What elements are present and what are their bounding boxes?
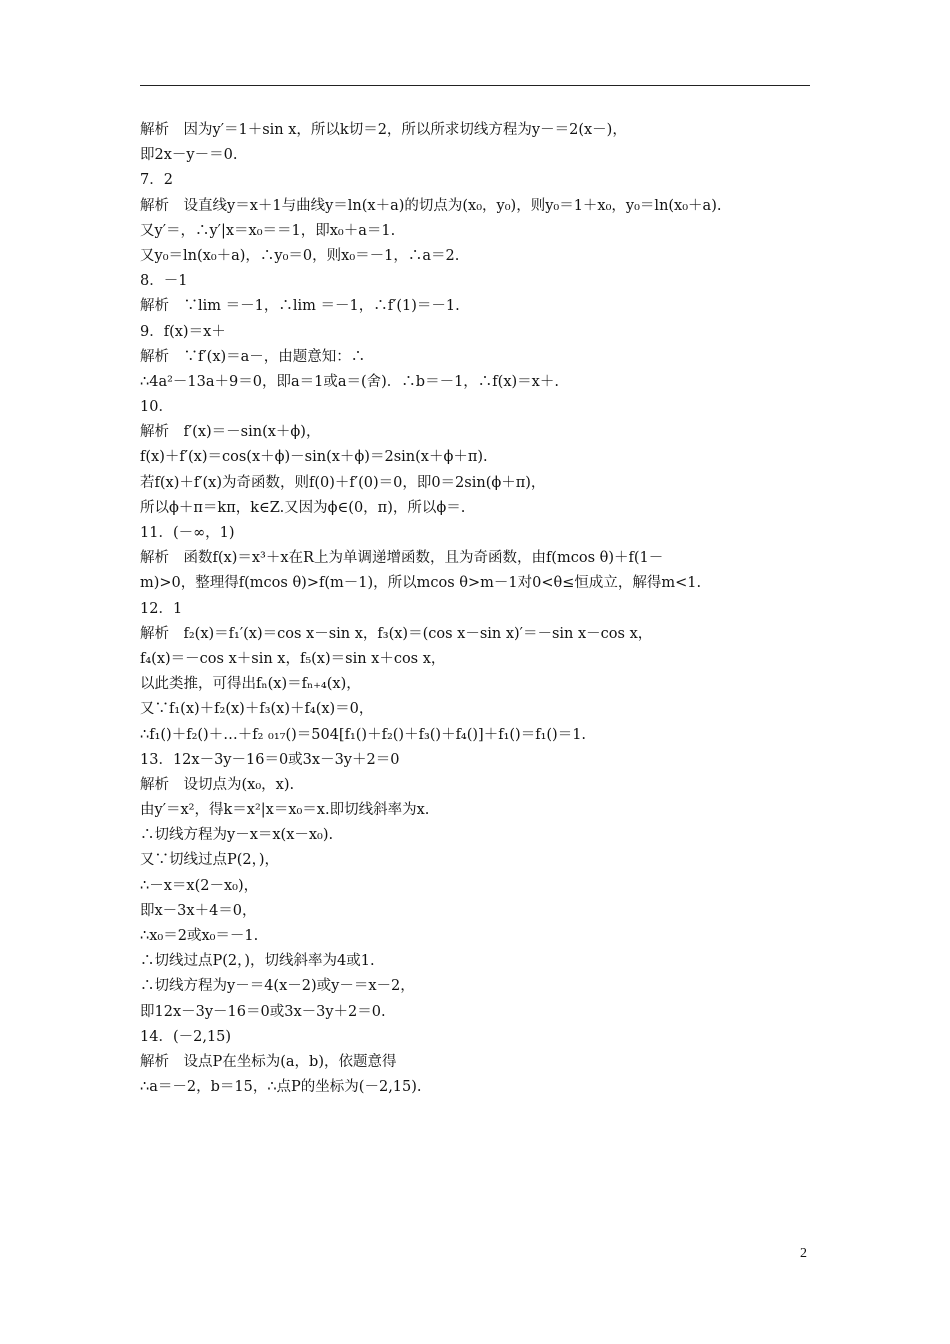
text-line: 由y′＝x²，得k＝x²|x＝x₀＝x.即切线斜率为x. bbox=[140, 802, 430, 819]
text-line: 解析 f₂(x)＝f₁′(x)＝cos x－sin x，f₃(x)＝(cos x－sin x)′＝－sin x－cos x， bbox=[140, 625, 653, 642]
text-line: ∴4a²－13a＋9＝0，即a＝1或a＝(舍)．∴b＝－1，∴f(x)＝x＋. bbox=[140, 373, 559, 390]
text-line: 以此类推，可得出fₙ(x)＝fₙ₊₄(x)， bbox=[140, 676, 361, 693]
text-line: 10． bbox=[140, 399, 173, 416]
text-line: ∴x₀＝2或x₀＝－1. bbox=[140, 928, 259, 944]
text-line: 即2x－y－＝0. bbox=[140, 147, 238, 164]
text-line: 解析 因为y′＝1＋sin x，所以k切＝2，所以所求切线方程为y－＝2(x－)， bbox=[140, 122, 627, 138]
text-line: 所以ϕ＋π＝kπ，k∈Z.又因为ϕ∈(0，π)，所以ϕ＝. bbox=[140, 499, 466, 516]
text-line: 14．(－2,15) bbox=[140, 1028, 232, 1045]
page-number: 2 bbox=[800, 1246, 807, 1261]
text-line: 8．－1 bbox=[140, 273, 188, 290]
text-line: 解析 ∵lim ＝－1，∴lim ＝－1，∴f′(1)＝－1. bbox=[140, 298, 460, 315]
text-line: 解析 设直线y＝x＋1与曲线y＝ln(x＋a)的切点为(x₀，y₀)，则y₀＝1＋x₀，y₀＝ln(x₀＋a). bbox=[140, 197, 722, 214]
text-line: 12．1 bbox=[140, 600, 183, 617]
text-line: 即12x－3y－16＝0或3x－3y＋2＝0. bbox=[140, 1003, 386, 1020]
text-line: 9．f(x)＝x＋ bbox=[140, 323, 226, 340]
text-line: 若f(x)＋f′(x)为奇函数，则f(0)＋f′(0)＝0，即0＝2sin(ϕ＋π)， bbox=[140, 474, 546, 491]
text-line: ∴切线方程为y－x＝x(x－x₀). bbox=[140, 827, 334, 844]
text-line: ∴－x＝x(2－x₀)， bbox=[140, 877, 259, 894]
text-line: 又∵切线过点P(2，)， bbox=[140, 852, 280, 869]
text-line: ∴a＝－2，b＝15，∴点P的坐标为(－2,15). bbox=[140, 1079, 422, 1096]
text-line: 解析 设切点为(x₀，x). bbox=[140, 776, 295, 793]
header-rule bbox=[140, 85, 810, 86]
text-line: ∴切线方程为y－＝4(x－2)或y－＝x－2， bbox=[140, 978, 415, 995]
text-line: 解析 ∵f′(x)＝a－，由题意知：∴ bbox=[140, 348, 366, 365]
text-line: 解析 设点P在坐标为(a，b)，依题意得 bbox=[140, 1053, 397, 1070]
text-line: 7．2 bbox=[140, 172, 173, 189]
text-line: ∴f₁()＋f₂()＋…＋f₂ ₀₁₇()＝504[f₁()＋f₂()＋f₃()＋f₄()]＋f₁()＝f₁()＝1. bbox=[140, 726, 587, 743]
text-line: m)>0，整理得f(mcos θ)>f(m－1)，所以mcos θ>m－1对0<θ≤恒成立，解得m<1. bbox=[140, 575, 702, 592]
text-line: 解析 f′(x)＝－sin(x＋ϕ)， bbox=[140, 424, 321, 441]
text-line: 又y′＝，∴y′|x＝x₀＝＝1，即x₀＋a＝1. bbox=[140, 222, 396, 239]
solution-text bbox=[140, 118, 820, 1100]
text-line: 又y₀＝ln(x₀＋a)，∴y₀＝0，则x₀＝－1，∴a＝2. bbox=[140, 247, 460, 264]
text-line: 13．12x－3y－16＝0或3x－3y＋2＝0 bbox=[140, 751, 400, 768]
text-line: 11．(－∞，1) bbox=[140, 525, 235, 541]
text-line: 又∵f₁(x)＋f₂(x)＋f₃(x)＋f₄(x)＝0， bbox=[140, 701, 374, 718]
text-line: 解析 函数f(x)＝x³＋x在R上为单调递增函数，且为奇函数，由f(mcos θ)＋f(1－ bbox=[140, 550, 664, 567]
text-line: f₄(x)＝－cos x＋sin x，f₅(x)＝sin x＋cos x， bbox=[140, 650, 446, 667]
text-line: f(x)＋f′(x)＝cos(x＋ϕ)－sin(x＋ϕ)＝2sin(x＋ϕ＋π). bbox=[140, 449, 488, 466]
text-line: ∴切线过点P(2，)，切线斜率为4或1. bbox=[140, 953, 375, 970]
text-line: 即x－3x＋4＝0， bbox=[140, 902, 257, 919]
